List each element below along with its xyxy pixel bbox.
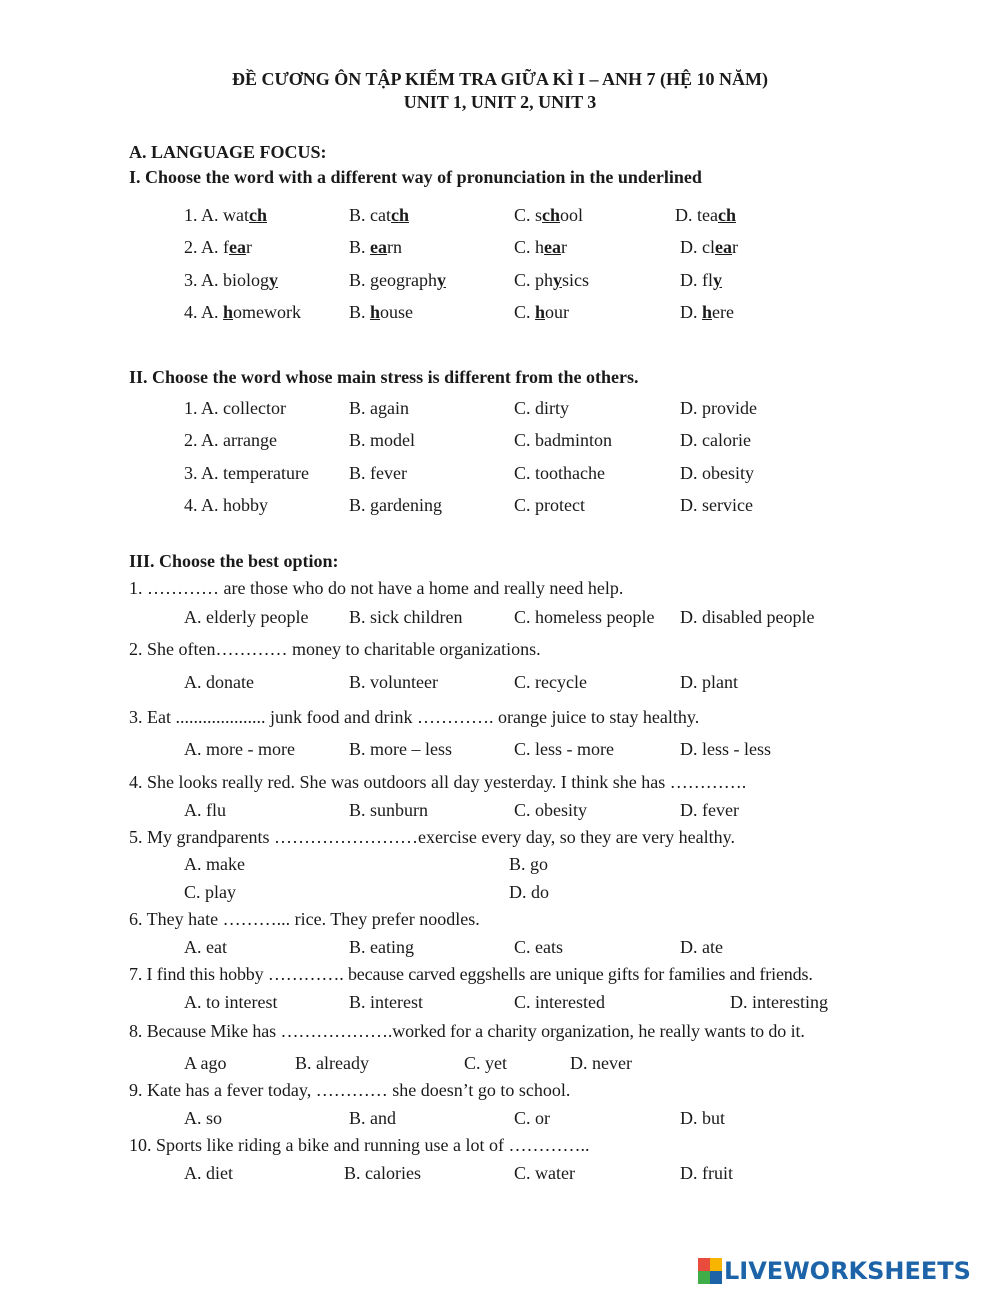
part-iii-q2-option-c[interactable]: C. recycle [514,672,587,692]
part-i-q3-option-b[interactable]: B. geography [349,270,446,290]
part-iii-q10-option-c[interactable]: C. water [514,1163,575,1183]
part-iii-q9-option-a[interactable]: A. so [184,1108,223,1128]
part-iii-q7-option-c[interactable]: C. interested [514,992,605,1012]
part-iii-q7-stem: 7. I find this hobby …………. because carved eggshells are unique gifts for families and friends. [129,964,813,984]
part-ii-q1-option-c[interactable]: C. dirty [514,398,570,418]
part-i-q4-option-b[interactable]: B. house [349,302,414,322]
part-iii-q1-option-c[interactable]: C. homeless people [514,607,655,627]
part-iii-q2-stem: 2. She often………… money to charitable organizations. [129,639,541,659]
part-iii-q4-stem: 4. She looks really red. She was outdoors all day yesterday. I think she has …………. [129,772,747,792]
logo-square-1 [698,1258,710,1271]
part-iii-q6-stem: 6. They hate ………... rice. They prefer noodles. [129,909,480,929]
part-iii-q8-option-d[interactable]: D. never [570,1053,632,1073]
part-iii-q4-option-b[interactable]: B. sunburn [349,800,429,820]
part-i-q1-option-c[interactable]: C. school [514,205,584,225]
part-iii-q10-stem: 10. Sports like riding a bike and running use a lot of ………….. [129,1135,590,1155]
part-i-q1-option-b[interactable]: B. catch [349,205,409,225]
part-iii-q1-option-a[interactable]: A. elderly people [184,607,309,627]
part-ii-q2-option-b[interactable]: B. model [349,430,415,450]
part-i-q4-option-a[interactable]: 4. A. homework [184,302,302,322]
logo-square-3 [698,1271,710,1284]
part-iii-q3-stem: 3. Eat .................... junk food and drink …………. orange juice to stay healthy. [129,707,700,727]
part-iii-q5-option-d[interactable]: D. do [509,882,549,902]
part-iii-q7-option-a[interactable]: A. to interest [184,992,278,1012]
part-iii-q5-option-b[interactable]: B. go [509,854,549,874]
part-ii-q3-option-b[interactable]: B. fever [349,463,407,483]
document-subtitle: UNIT 1, UNIT 2, UNIT 3 [403,92,597,112]
logo-square-4 [710,1271,722,1284]
part-iii-q10-option-a[interactable]: A. diet [184,1163,233,1183]
part-iii-q9-option-c[interactable]: C. or [514,1108,550,1128]
part-iii-q9-option-d[interactable]: D. but [680,1108,725,1128]
part-i-q1-option-a[interactable]: 1. A. watch [184,205,267,225]
part-ii-q1-option-a[interactable]: 1. A. collector [184,398,286,418]
part-i-heading: I. Choose the word with a different way of pronunciation in the underlined [129,167,702,187]
part-ii-q4-option-d[interactable]: D. service [680,495,753,515]
part-i-q2-option-c[interactable]: C. hear [514,237,568,257]
part-i-q2-option-d[interactable]: D. clear [680,237,738,257]
part-iii-q9-stem: 9. Kate has a fever today, ………… she doesn’t go to school. [129,1080,571,1100]
part-i-q2-option-a[interactable]: 2. A. fear [184,237,252,257]
part-ii-q4-option-a[interactable]: 4. A. hobby [184,495,269,515]
part-i-q3-option-a[interactable]: 3. A. biology [184,270,279,290]
part-ii-q1-option-b[interactable]: B. again [349,398,409,418]
part-ii-q2-option-c[interactable]: C. badminton [514,430,612,450]
part-iii-q4-option-d[interactable]: D. fever [680,800,739,820]
part-ii-q1-option-d[interactable]: D. provide [680,398,757,418]
part-iii-q8-option-b[interactable]: B. already [295,1053,369,1073]
part-iii-q8-stem: 8. Because Mike has ……………….worked for a charity organization, he really wants to do it. [129,1021,805,1041]
part-ii-heading: II. Choose the word whose main stress is different from the others. [129,367,639,387]
part-iii-q1-option-d[interactable]: D. disabled people [680,607,815,627]
part-ii-q4-option-c[interactable]: C. protect [514,495,585,515]
part-ii-q4-option-b[interactable]: B. gardening [349,495,442,515]
part-iii-q3-option-c[interactable]: C. less - more [514,739,614,759]
part-iii-q10-option-d[interactable]: D. fruit [680,1163,733,1183]
logo-square-2 [710,1258,722,1271]
part-i-q2-option-b[interactable]: B. earn [349,237,403,257]
part-iii-q10-option-b[interactable]: B. calories [344,1163,421,1183]
part-iii-q1-option-b[interactable]: B. sick children [349,607,463,627]
part-iii-q4-option-a[interactable]: A. flu [184,800,226,820]
document-title: ĐỀ CƯƠNG ÔN TẬP KIỂM TRA GIỮA KÌ I – ANH 7 (HỆ 10 NĂM) [231,69,769,89]
part-iii-q6-option-b[interactable]: B. eating [349,937,414,957]
part-iii-q6-option-a[interactable]: A. eat [184,937,227,957]
part-i-q4-option-c[interactable]: C. hour [514,302,570,322]
part-iii-q2-option-d[interactable]: D. plant [680,672,738,692]
section-a-heading: A. LANGUAGE FOCUS: [129,142,327,162]
part-iii-q1-stem: 1. ………… are those who do not have a home and really need help. [129,578,624,598]
part-iii-heading: III. Choose the best option: [129,551,339,571]
part-iii-q2-option-b[interactable]: B. volunteer [349,672,438,692]
part-iii-q8-option-c[interactable]: C. yet [464,1053,507,1073]
part-iii-q5-stem: 5. My grandparents ……………………exercise every day, so they are very healthy. [129,827,735,847]
part-iii-q5-option-c[interactable]: C. play [184,882,236,902]
part-i-q3-option-d[interactable]: D. fly [680,270,722,290]
part-iii-q9-option-b[interactable]: B. and [349,1108,396,1128]
part-iii-q6-option-d[interactable]: D. ate [680,937,723,957]
liveworksheets-logo-text: LIVEWORKSHEETS [724,1257,971,1285]
part-iii-q3-option-d[interactable]: D. less - less [680,739,771,759]
part-i-q4-option-d[interactable]: D. here [680,302,734,322]
part-iii-q8-option-a[interactable]: A ago [184,1053,227,1073]
part-iii-q2-option-a[interactable]: A. donate [184,672,254,692]
part-iii-q6-option-c[interactable]: C. eats [514,937,563,957]
part-iii-q7-option-b[interactable]: B. interest [349,992,423,1012]
part-iii-q4-option-c[interactable]: C. obesity [514,800,588,820]
part-iii-q3-option-b[interactable]: B. more – less [349,739,452,759]
part-iii-q3-option-a[interactable]: A. more - more [184,739,295,759]
part-ii-q3-option-d[interactable]: D. obesity [680,463,754,483]
part-ii-q2-option-a[interactable]: 2. A. arrange [184,430,277,450]
part-ii-q3-option-c[interactable]: C. toothache [514,463,605,483]
part-iii-q5-option-a[interactable]: A. make [184,854,245,874]
part-iii-q7-option-d[interactable]: D. interesting [730,992,828,1012]
liveworksheets-logo[interactable] [698,1256,971,1286]
part-i-q1-option-d[interactable]: D. teach [675,205,736,225]
part-ii-q3-option-a[interactable]: 3. A. temperature [184,463,309,483]
part-i-q3-option-c[interactable]: C. physics [514,270,590,290]
part-ii-q2-option-d[interactable]: D. calorie [680,430,751,450]
liveworksheets-logo-icon [698,1258,722,1284]
